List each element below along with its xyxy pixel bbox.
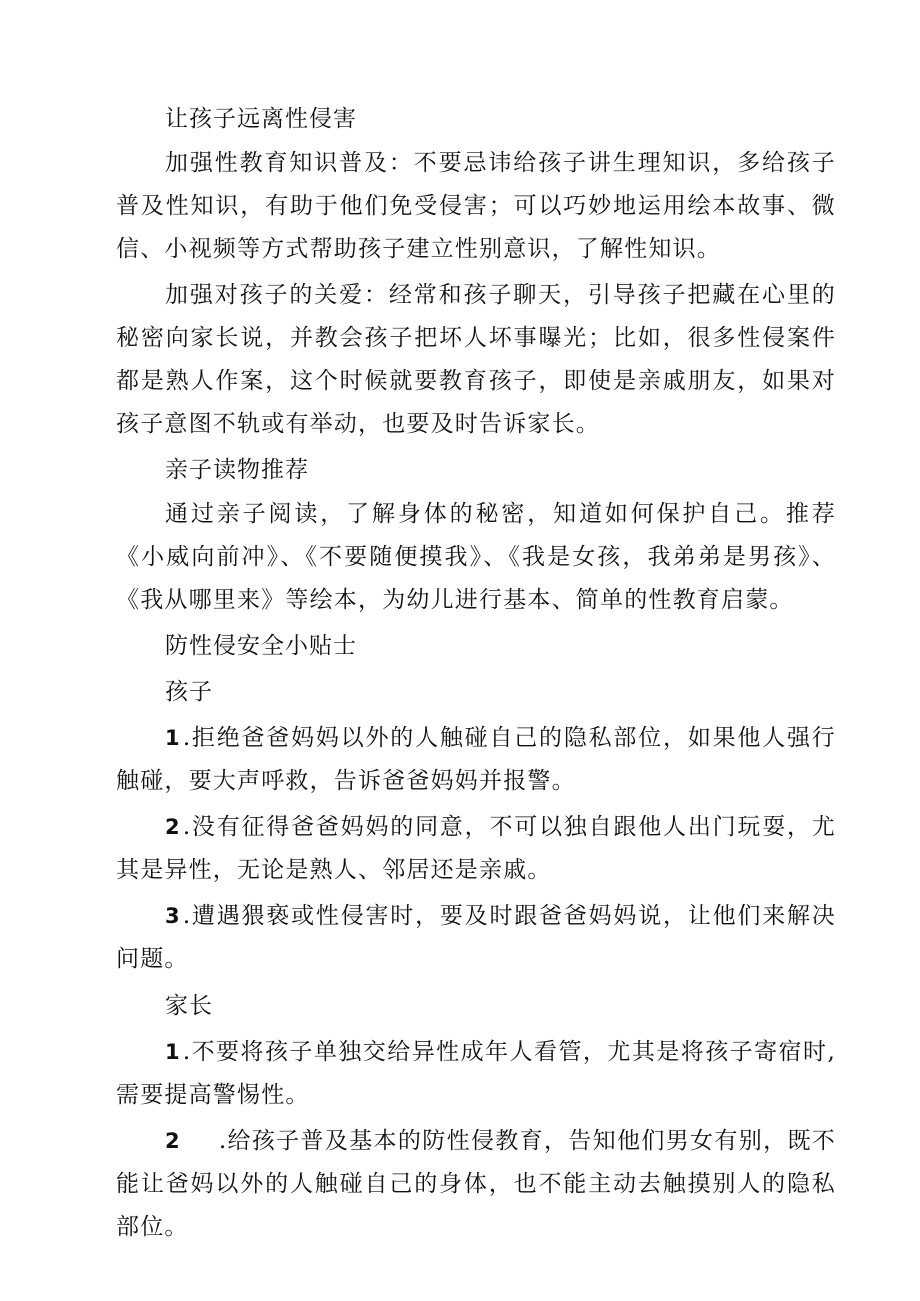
parent-tip-item (116, 1031, 836, 1117)
parent-tip-item (116, 1120, 836, 1249)
list-item-text: .没有征得爸爸妈妈的同意，不可以独自跟他人出门玩耍，尤其是异性，无论是熟人、邻居还是亲戚。 (116, 814, 836, 883)
subheading-parents: 家长 (165, 993, 213, 1019)
child-tip-item (116, 895, 836, 981)
paragraph-care-for-children: 加强对孩子的关爱：经常和孩子聊天，引导孩子把藏在心里的秘密向家长说，并教会孩子把坏人坏事曝光；比如，很多性侵案件都是熟人作案，这个时候就要教育孩子，即使是亲戚朋友，如果对孩子意图不轨或有举动，也要及时告诉家长。 (116, 282, 836, 437)
paragraph-sex-education: 加强性教育知识普及：不要忌讳给孩子讲生理知识，多给孩子普及性知识，有助于他们免受侵害；可以巧妙地运用绘本故事、微信、小视频等方式帮助孩子建立性别意识，了解性知识。 (116, 150, 836, 262)
section-heading-safety-tips: 防性侵安全小贴士 (165, 633, 357, 659)
list-item-text: .给孩子普及基本的防性侵教育，告知他们男女有别，既不能让爸妈以外的人触碰自己的身体，也不能主动去触摸别人的隐私部位。 (116, 1128, 836, 1240)
list-number: 1 (165, 726, 181, 750)
subheading-children: 孩子 (165, 679, 213, 705)
paragraph-reading: 通过亲子阅读，了解身体的秘密，知道如何保护自己。推荐《小威向前冲》、《不要随便摸我》、《我是女孩，我弟弟是男孩》、《我从哪里来》等绘本，为幼儿进行基本、简单的性教育启蒙。 (116, 501, 836, 613)
section-heading-reading-recommendations: 亲子读物推荐 (165, 457, 309, 483)
section-heading-protect-children: 让孩子远离性侵害 (165, 106, 357, 132)
list-number: 1 (165, 1040, 181, 1064)
child-tip-item (116, 717, 836, 803)
list-number: 2 (165, 1129, 181, 1153)
list-number: 2 (165, 815, 181, 839)
child-tip-item (116, 806, 836, 892)
document-body (116, 98, 836, 1249)
list-item-text: .遭遇猥亵或性侵害时，要及时跟爸爸妈妈说，让他们来解决问题。 (116, 903, 836, 972)
list-item-text: .不要将孩子单独交给异性成年人看管，尤其是将孩子寄宿时,需要提高警惕性。 (116, 1039, 836, 1108)
list-number: 3 (165, 904, 181, 928)
list-item-text: .拒绝爸爸妈妈以外的人触碰自己的隐私部位，如果他人强行触碰，要大声呼救，告诉爸爸妈妈并报警。 (116, 725, 836, 794)
